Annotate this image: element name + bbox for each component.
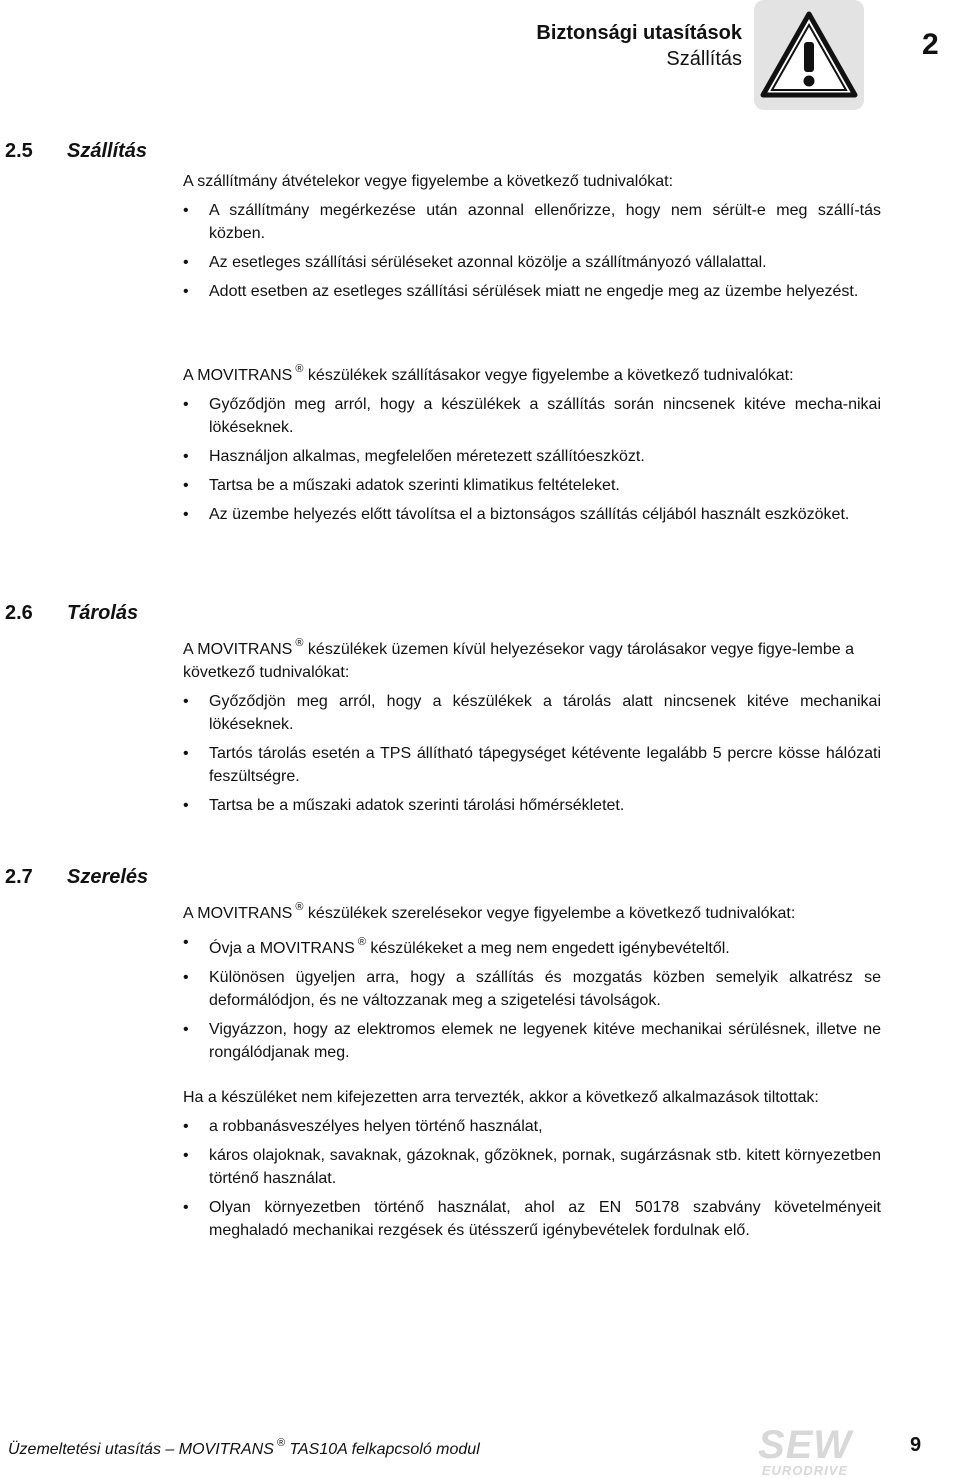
- list-item: • a robbanásveszélyes helyen történő használat,: [183, 1115, 881, 1138]
- registered-mark: ®: [357, 936, 366, 948]
- header-titles: [536, 20, 742, 72]
- list-item: • Tartós tárolás esetén a TPS állítható tápegységet kétévente legalább 5 percre kösse hálózati feszültségre.: [183, 742, 881, 788]
- product-name: A MOVITRANS: [183, 905, 293, 922]
- section-heading-2-7: [5, 866, 148, 889]
- bullet-list: [183, 199, 881, 303]
- product-name: A MOVITRANS: [183, 367, 293, 384]
- section-2-5-body-2: [183, 358, 881, 526]
- section-number: 2.6: [5, 602, 33, 624]
- list-item-text: készülékeket a meg nem engedett igénybevételtől.: [370, 940, 730, 957]
- sew-eurodrive-logo: [752, 1423, 858, 1478]
- paragraph: A szállítmány átvételekor vegye figyelembe a következő tudnivalókat:: [183, 173, 674, 190]
- paragraph: [183, 358, 881, 387]
- section-title: Szerelés: [67, 866, 149, 888]
- list-item: • Különösen ügyeljen arra, hogy a szállítás és mozgatás közben semelyik alkatrész se deformálódjon, és ne változzanak meg a szigetelési távolságok.: [183, 966, 881, 1012]
- list-item: • Győződjön meg arról, hogy a készülékek a tárolás alatt nincsenek kitéve mechanikai lökéseknek.: [183, 690, 881, 736]
- header-title: Biztonsági utasítások: [536, 22, 742, 44]
- header-subtitle: Szállítás: [666, 48, 742, 70]
- section-number: 2.7: [5, 866, 33, 888]
- paragraph: [183, 632, 881, 684]
- list-item: • Használjon alkalmas, megfelelően méretezett szállítóeszközt.: [183, 445, 881, 468]
- section-title: Szállítás: [67, 140, 148, 162]
- footer-title-part: Üzemeltetési utasítás – MOVITRANS: [8, 1441, 274, 1458]
- section-number: 2.5: [5, 140, 33, 162]
- chapter-number: 2: [922, 28, 939, 61]
- paragraph: Ha a készüléket nem kifejezetten arra tervezték, akkor a következő alkalmazások tiltottak:: [183, 1089, 819, 1106]
- page-number: 9: [910, 1434, 922, 1456]
- paragraph: [183, 896, 881, 925]
- logo-subtext: EURODRIVE: [761, 1463, 849, 1478]
- footer-title-part: TAS10A felkapcsoló modul: [289, 1441, 480, 1458]
- paragraph-text: készülékek üzemen kívül helyezésekor vagy tárolásakor vegye figye-lembe a következő tudnivalókat:: [183, 641, 854, 681]
- list-item: • Tartsa be a műszaki adatok szerinti tárolási hőmérsékletet.: [183, 794, 881, 817]
- registered-mark: ®: [295, 363, 304, 375]
- list-item: • Adott esetben az esetleges szállítási sérülések miatt ne engedje meg az üzembe helyezést.: [183, 280, 881, 303]
- list-item-text: Óvja a MOVITRANS: [209, 940, 355, 957]
- bullet-list: [183, 931, 881, 1064]
- logo-text: SEW: [757, 1423, 853, 1467]
- list-item: • káros olajoknak, savaknak, gázoknak, gőzöknek, pornak, sugárzásnak stb. kitett környezetben történő használat.: [183, 1144, 881, 1190]
- list-item: • Tartsa be a műszaki adatok szerinti klimatikus feltételeket.: [183, 474, 881, 497]
- section-heading-2-6: [5, 602, 138, 625]
- bullet-list: [183, 1115, 881, 1242]
- product-name: A MOVITRANS: [183, 641, 293, 658]
- registered-mark: ®: [295, 637, 304, 649]
- list-item: • A szállítmány megérkezése után azonnal ellenőrizze, hogy nem sérült-e meg szállí-tás közben.: [183, 199, 881, 245]
- list-item: [183, 931, 881, 960]
- section-2-7-body: [183, 896, 881, 1064]
- bullet-list: [183, 690, 881, 817]
- list-item: • Győződjön meg arról, hogy a készülékek a szállítás során nincsenek kitéve mecha-nikai lökéseknek.: [183, 393, 881, 439]
- list-item: • Vigyázzon, hogy az elektromos elemek ne legyenek kitéve mechanikai sérülésnek, illetve ne rongálódjanak meg.: [183, 1018, 881, 1064]
- section-title: Tárolás: [67, 602, 139, 624]
- registered-mark: ®: [276, 1437, 285, 1449]
- paragraph-text: készülékek szerelésekor vegye figyelembe a következő tudnivalókat:: [307, 905, 796, 922]
- section-heading-2-5: [5, 140, 147, 163]
- list-item: • Az esetleges szállítási sérüléseket azonnal közölje a szállítmányozó vállalattal.: [183, 251, 881, 274]
- section-2-6-body: [183, 632, 881, 817]
- section-2-5-body: [183, 170, 881, 303]
- list-item: • Az üzembe helyezés előtt távolítsa el a biztonságos szállítás céljából használt eszközöket.: [183, 503, 881, 526]
- list-item: • Olyan környezetben történő használat, ahol az EN 50178 szabvány követelményeit meghaladó mechanikai rezgések és ütésszerű igénybevételek fordulnak elő.: [183, 1196, 881, 1242]
- registered-mark: ®: [295, 901, 304, 913]
- warning-triangle-icon: [754, 0, 864, 110]
- paragraph-text: készülékek szállításakor vegye figyelembe a következő tudnivalókat:: [307, 367, 794, 384]
- footer-document-title: [8, 1437, 480, 1459]
- bullet-list: [183, 393, 881, 526]
- section-2-7-body-2: [183, 1086, 881, 1242]
